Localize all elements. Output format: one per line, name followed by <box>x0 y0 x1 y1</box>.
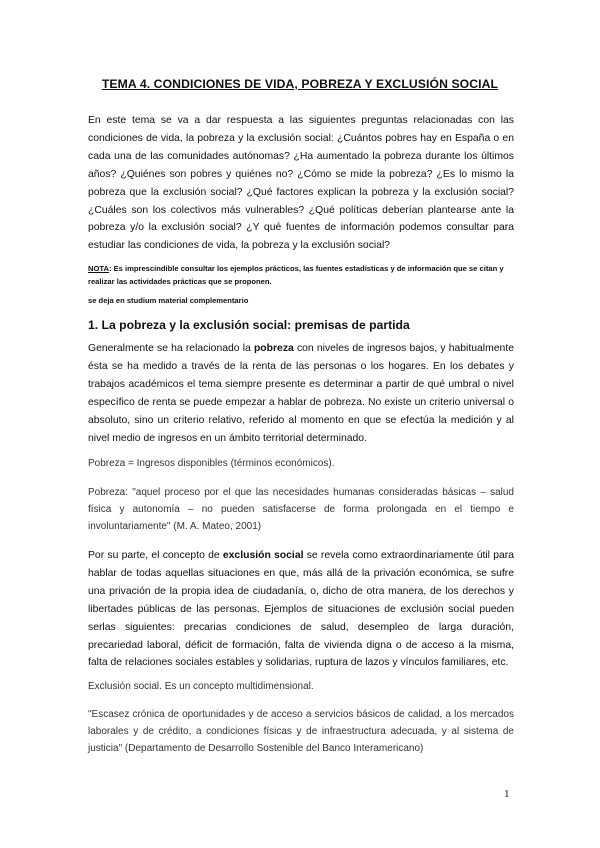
note-paragraph <box>88 262 514 288</box>
note-label: NOTA <box>88 264 109 273</box>
exclusion-paragraph <box>88 547 514 672</box>
pobreza-definition-2: Pobreza: "aquel proceso por el que las necesidades humanas consideradas básicas – salud física y autonomía – no pueden satisfacerse de forma prolongada en el tiempo e involuntariamente" (M. A. Mateo, 2001) <box>88 487 514 532</box>
page-number: 1 <box>504 788 510 800</box>
note-extra: se deja en studium material complementario <box>88 296 249 305</box>
pobreza-definition-1: Pobreza = Ingresos disponibles (términos económicos). <box>88 458 335 469</box>
intro-paragraph: En este tema se va a dar respuesta a las siguientes preguntas relacionadas con las condiciones de vida, la pobreza y la exclusión social: ¿Cuántos pobres hay en España o en cada una de las comunidades autónomas? ¿Ha aumentado la pobreza durante los últimos años? ¿Quiénes son pobres y quiénes no? ¿Cómo se mide la pobreza? ¿Es lo mismo la pobreza que la exclusión social? ¿Qué factores explican la pobreza y la exclusión social? ¿Cuáles son los colectivos más vulnerables? ¿Qué políticas deberían plantearse ante la pobreza y/o la exclusión social? ¿Y qué fuentes de información podemos consultar para estudiar las condiciones de vida, la pobreza y la exclusión social? <box>88 115 514 252</box>
pobreza-term: pobreza <box>253 343 294 354</box>
exclusion-text-after: se revela como extraordinariamente útil para hablar de todas aquellas situaciones en que, más allá de la privación económica, se sufre una privación de la propia idea de ciudadanía, o, dicho de otra manera, de los derechos y libertades públicas de las personas. Ejemplos de situaciones de exclusión social pueden serlas siguientes: precarias condiciones de salud, desempleo de larga duración, precariedad laboral, déficit de formación, falta de vivienda digna o de acceso a la misma, falta de relaciones sociales estables y solidarias, ruptura de lazos y vínculos familiares, etc. <box>88 550 514 669</box>
exclusion-term: exclusión social <box>222 550 304 561</box>
exclusion-text-before: Por su parte, el concepto de <box>88 550 223 561</box>
note-text: : Es imprescindible consultar los ejemplos prácticos, las fuentes estadísticas y de información que se citan y realizar las actividades prácticas que se proponen. <box>88 264 504 286</box>
exclusion-definition-1: Exclusión social. Es un concepto multidimensional. <box>88 681 314 692</box>
exclusion-definition-2: "Escasez crónica de oportunidades y de acceso a servicios básicos de calidad, a los mercados laborales y de crédito, a condiciones físicas y de infraestructura adecuada, y al sistema de justicia" (Departamento de Desarrollo Sostenible del Banco Interamericano) <box>88 709 514 754</box>
pobreza-text-before: Generalmente se ha relacionado la <box>88 343 254 354</box>
page-title: TEMA 4. CONDICIONES DE VIDA, POBREZA Y EXCLUSIÓN SOCIAL <box>101 77 499 91</box>
pobreza-text-after: con niveles de ingresos bajos, y habitualmente ésta se ha medido a través de la renta de las personas o los hogares. En los debates y trabajos académicos el tema siempre presente es determinar a partir de qué umbral o nivel específico de renta se puede empezar a hablar de pobreza. No existe un criterio universal o absoluto, sino un criterio relativo, referido al momento en que se efectúa la medición y al nivel medio de ingresos en un ámbito territorial determinado. <box>88 343 514 444</box>
section-heading: 1. La pobreza y la exclusión social: premisas de partida <box>88 318 410 332</box>
pobreza-paragraph <box>88 340 514 447</box>
